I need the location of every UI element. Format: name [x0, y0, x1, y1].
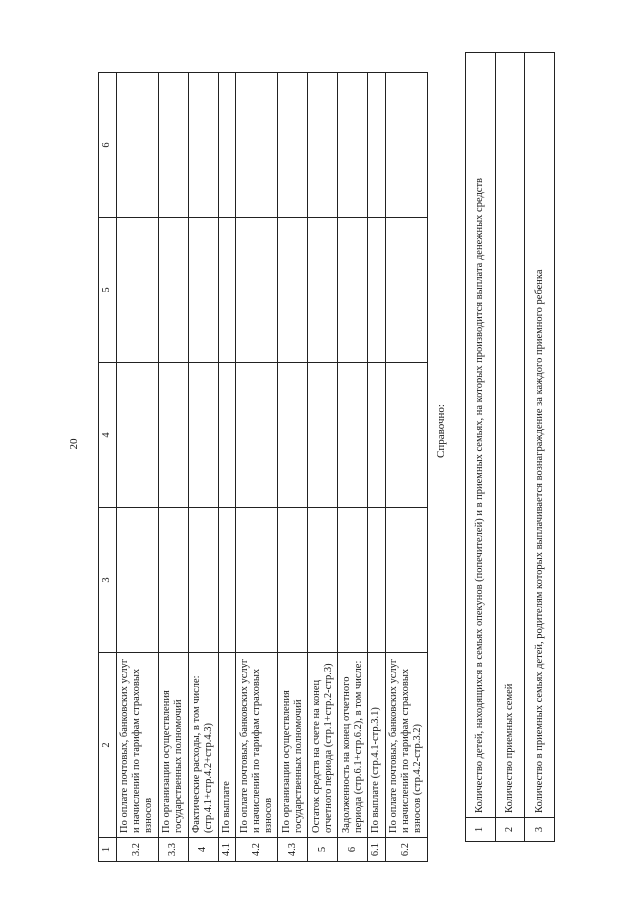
table-row — [525, 53, 555, 842]
value-cell — [278, 73, 308, 218]
value-cell — [188, 363, 218, 508]
row-number: 6 — [338, 838, 368, 862]
column-header: 4 — [99, 363, 117, 508]
value-cell — [368, 363, 386, 508]
value-cell — [236, 508, 278, 653]
value-cell — [368, 73, 386, 218]
table-row — [338, 73, 368, 862]
value-cell — [368, 218, 386, 363]
value-cell — [385, 218, 427, 363]
row-number: 3.2 — [116, 838, 158, 862]
row-number: 4.2 — [236, 838, 278, 862]
value-cell — [385, 73, 427, 218]
column-header: 5 — [99, 218, 117, 363]
row-number: 3.3 — [158, 838, 188, 862]
row-label: По организации осуществления государственных полномочий — [278, 653, 308, 838]
value-cell — [338, 508, 368, 653]
value-cell — [188, 73, 218, 218]
row-number: 6.1 — [368, 838, 386, 862]
row-number: 5 — [308, 838, 338, 862]
row-label: Количество приемных семей — [495, 53, 525, 818]
table-row — [278, 73, 308, 862]
value-cell — [385, 508, 427, 653]
value-cell — [116, 218, 158, 363]
row-label: По выплате (стр.4.1-стр.3.1) — [368, 653, 386, 838]
value-cell — [158, 508, 188, 653]
table-row — [218, 73, 236, 862]
table-header-row — [99, 73, 117, 862]
row-number: 4 — [188, 838, 218, 862]
row-number: 1 — [466, 818, 496, 842]
value-cell — [188, 218, 218, 363]
main-table-container — [98, 72, 428, 862]
value-cell — [308, 218, 338, 363]
row-label: Количество детей, находящихся в семьях опекунов (попечителей) и в приемных семьях, на которых производится выплата денежных средств — [466, 53, 496, 818]
value-cell — [158, 73, 188, 218]
value-cell — [158, 363, 188, 508]
row-label: Количество в приемных семьях детей, родителям которых выплачивается вознаграждение за каждого приемного ребенка — [525, 53, 555, 818]
table-row — [368, 73, 386, 862]
table-row — [466, 53, 496, 842]
value-cell — [338, 218, 368, 363]
value-cell — [385, 363, 427, 508]
column-header: 6 — [99, 73, 117, 218]
value-cell — [278, 363, 308, 508]
column-header: 1 — [99, 838, 117, 862]
row-label: Остаток средств на счете на конец отчетного периода (стр.1+стр.2-стр.3) — [308, 653, 338, 838]
table-row — [188, 73, 218, 862]
page-number: 20 — [68, 438, 80, 450]
value-cell — [116, 508, 158, 653]
table-row — [308, 73, 338, 862]
row-number: 6.2 — [385, 838, 427, 862]
value-cell — [308, 508, 338, 653]
value-cell — [158, 218, 188, 363]
value-cell — [338, 363, 368, 508]
value-cell — [308, 363, 338, 508]
table-row — [158, 73, 188, 862]
reference-table — [465, 52, 555, 842]
column-header: 3 — [99, 508, 117, 653]
value-cell — [236, 363, 278, 508]
value-cell — [218, 73, 236, 218]
value-cell — [188, 508, 218, 653]
table-row — [385, 73, 427, 862]
value-cell — [218, 218, 236, 363]
table-row — [236, 73, 278, 862]
column-header: 2 — [99, 653, 117, 838]
row-label: По оплате почтовых, банковских услуг и начислений по тарифам страховых взносов (стр.4.2-стр.3.2) — [385, 653, 427, 838]
value-cell — [218, 363, 236, 508]
value-cell — [116, 363, 158, 508]
row-number: 3 — [525, 818, 555, 842]
row-label: По организации осуществления государственных полномочий — [158, 653, 188, 838]
row-label: Фактические расходы, в том числе: (стр.4.1+стр.4.2+стр.4.3) — [188, 653, 218, 838]
value-cell — [236, 73, 278, 218]
row-label: По оплате почтовых, банковских услуг и начислений по тарифам страховых взносов — [236, 653, 278, 838]
value-cell — [236, 218, 278, 363]
main-table — [98, 72, 428, 862]
value-cell — [308, 73, 338, 218]
value-cell — [278, 218, 308, 363]
value-cell — [278, 508, 308, 653]
reference-title: Справочно: — [435, 404, 447, 458]
row-label: По оплате почтовых, банковских услуг и начислений по тарифам страховых взносов — [116, 653, 158, 838]
value-cell — [338, 73, 368, 218]
row-number: 4.1 — [218, 838, 236, 862]
value-cell — [116, 73, 158, 218]
row-number: 2 — [495, 818, 525, 842]
value-cell — [218, 508, 236, 653]
row-label: По выплате — [218, 653, 236, 838]
row-number: 4.3 — [278, 838, 308, 862]
row-label: Задолженность на конец отчетного периода (стр.6.1+стр.6.2), в том числе: — [338, 653, 368, 838]
value-cell — [368, 508, 386, 653]
reference-table-container — [465, 52, 555, 842]
table-row — [495, 53, 525, 842]
table-row — [116, 73, 158, 862]
